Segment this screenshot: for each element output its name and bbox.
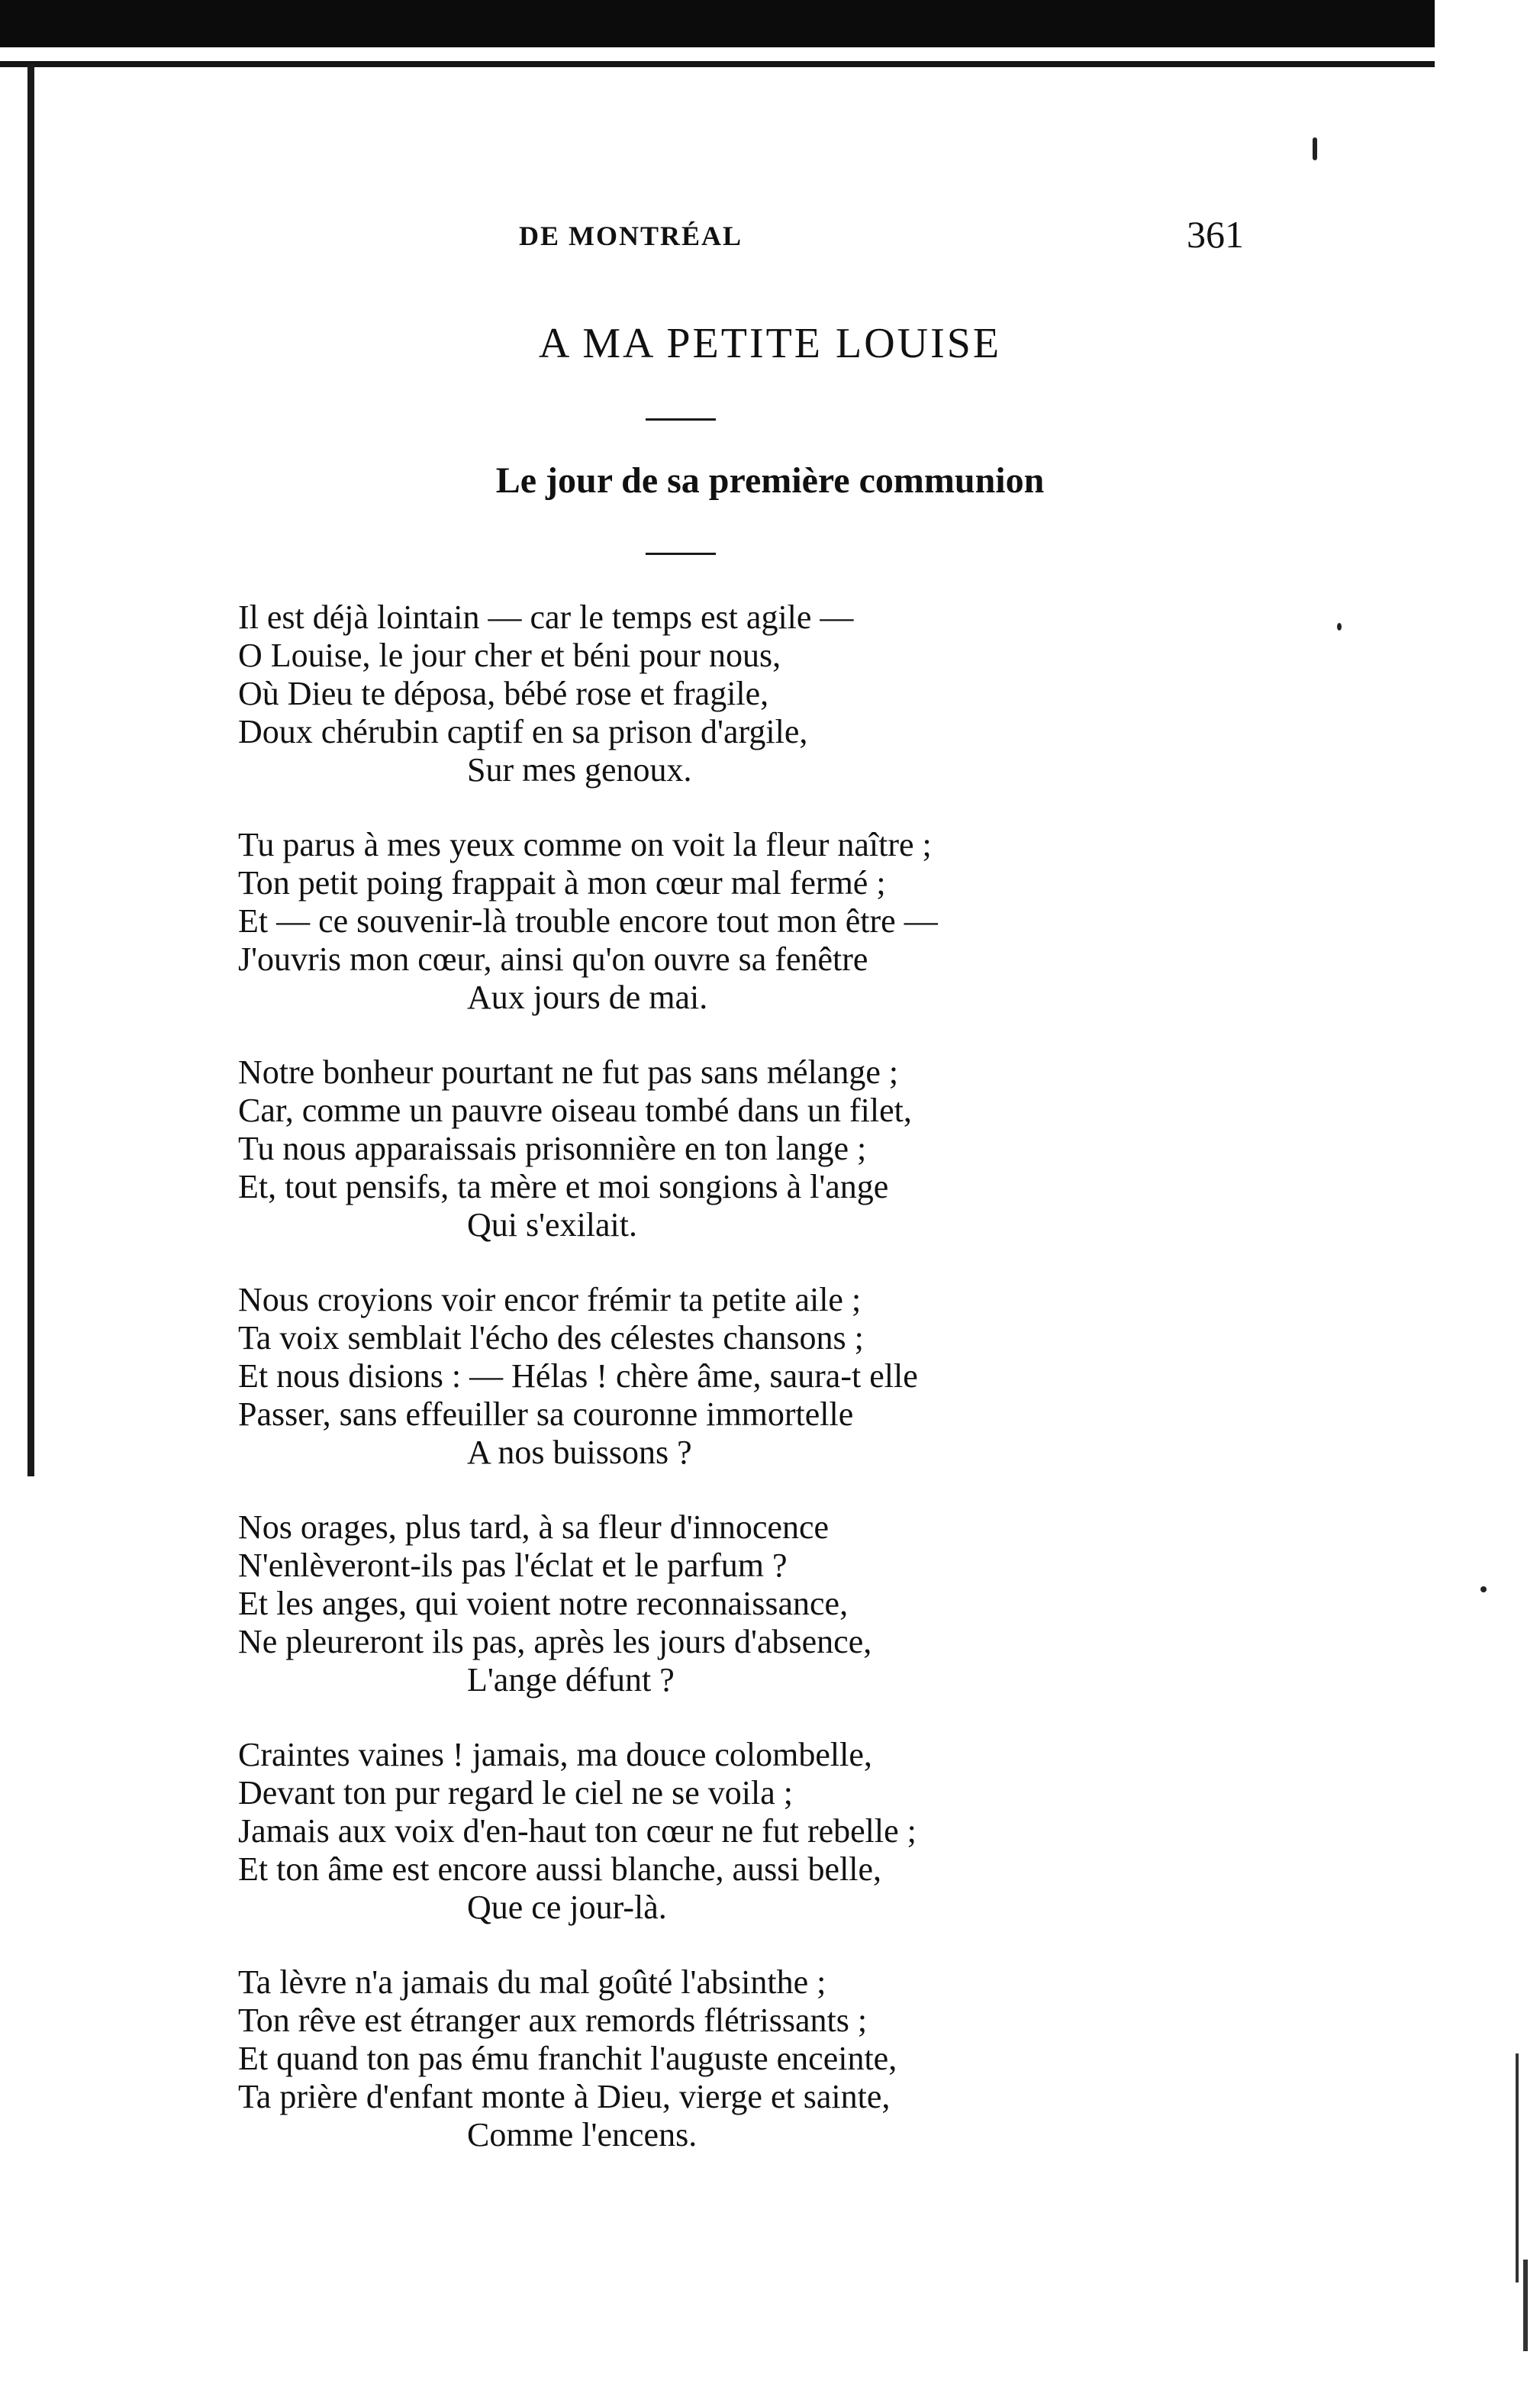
poem-subtitle: Le jour de sa première communion — [495, 460, 1045, 501]
verse-line: Nos orages, plus tard, à sa fleur d'innocence — [238, 1508, 829, 1546]
verse-line: Ton rêve est étranger aux remords flétrissants ; — [238, 2002, 868, 2039]
stanza — [238, 1963, 1200, 2154]
scan-speck — [1480, 1586, 1487, 1592]
subtitle-rule — [646, 553, 716, 555]
verse-line: Ta voix semblait l'écho des célestes chansons ; — [238, 1319, 864, 1357]
verse-refrain: A nos buissons ? — [467, 1434, 692, 1471]
stanza — [238, 826, 1200, 1017]
verse-line: Et quand ton pas ému franchit l'auguste enceinte, — [238, 2040, 897, 2077]
verse-line: Et, tout pensifs, ta mère et moi songions à l'ange — [238, 1168, 889, 1205]
scan-speck — [1313, 137, 1317, 160]
verse-line: N'enlèveront-ils pas l'éclat et le parfum ? — [238, 1547, 788, 1584]
title-rule — [646, 418, 716, 421]
verse-line: Ton petit poing frappait à mon cœur mal fermé ; — [238, 864, 886, 902]
verse-line: Notre bonheur pourtant ne fut pas sans mélange ; — [238, 1053, 899, 1091]
scan-left-border — [27, 64, 34, 1476]
verse-line: Tu parus à mes yeux comme on voit la fleur naître ; — [238, 826, 932, 863]
verse-line: Nous croyions voir encor frémir ta petite aile ; — [238, 1281, 862, 1318]
verse-refrain: L'ange défunt ? — [467, 1661, 675, 1698]
stanza — [238, 1053, 1200, 1244]
verse-line: Craintes vaines ! jamais, ma douce colombelle, — [238, 1736, 872, 1773]
verse-line: Et ton âme est encore aussi blanche, aussi belle, — [238, 1850, 882, 1888]
verse-line: Doux chérubin captif en sa prison d'argile, — [238, 713, 808, 750]
verse-line: Il est déjà lointain — car le temps est agile — — [238, 598, 854, 636]
verse-line: Où Dieu te déposa, bébé rose et fragile, — [238, 675, 769, 712]
verse-line: Jamais aux voix d'en-haut ton cœur ne fut rebelle ; — [238, 1812, 917, 1850]
verse-line: Et — ce souvenir-là trouble encore tout mon être — — [238, 902, 938, 940]
verse-line: Ne pleureront ils pas, après les jours d'absence, — [238, 1623, 872, 1660]
scan-top-border — [0, 0, 1435, 47]
stanza — [238, 1281, 1200, 1472]
page-number: 361 — [1187, 213, 1244, 256]
stanza — [238, 598, 1200, 789]
verse-line: Passer, sans effeuiller sa couronne immortelle — [238, 1395, 854, 1433]
verse-refrain: Comme l'encens. — [467, 2116, 698, 2153]
verse-line: Ta lèvre n'a jamais du mal goûté l'absinthe ; — [238, 1963, 826, 2001]
verse-refrain: Qui s'exilait. — [467, 1206, 638, 1244]
verse-line: Car, comme un pauvre oiseau tombé dans un filet, — [238, 1092, 912, 1129]
verse-refrain: Que ce jour-là. — [467, 1889, 667, 1926]
verse-refrain: Aux jours de mai. — [467, 979, 708, 1016]
page-header — [244, 212, 1244, 266]
verse-line: J'ouvris mon cœur, ainsi qu'on ouvre sa fenêtre — [238, 940, 868, 978]
poem-body — [238, 598, 1200, 2191]
stanza — [238, 1736, 1200, 1927]
verse-line: Ta prière d'enfant monte à Dieu, vierge et sainte, — [238, 2078, 891, 2115]
stanza — [238, 1508, 1200, 1699]
scan-edge-mark — [1523, 2260, 1528, 2351]
scan-edge-mark — [1516, 2053, 1519, 2282]
verse-refrain: Sur mes genoux. — [467, 751, 692, 789]
scan-speck — [1337, 623, 1342, 631]
verse-line: Tu nous apparaissais prisonnière en ton lange ; — [238, 1130, 867, 1167]
verse-line: Et nous disions : — Hélas ! chère âme, saura-t elle — [238, 1357, 918, 1395]
verse-line: Devant ton pur regard le ciel ne se voila ; — [238, 1774, 793, 1811]
running-head: DE MONTRÉAL — [519, 221, 743, 251]
scan-top-rule — [0, 61, 1435, 67]
poem-title: A MA PETITE LOUISE — [538, 320, 1002, 367]
verse-line: Et les anges, qui voient notre reconnaissance, — [238, 1585, 849, 1622]
verse-line: O Louise, le jour cher et béni pour nous, — [238, 637, 781, 674]
